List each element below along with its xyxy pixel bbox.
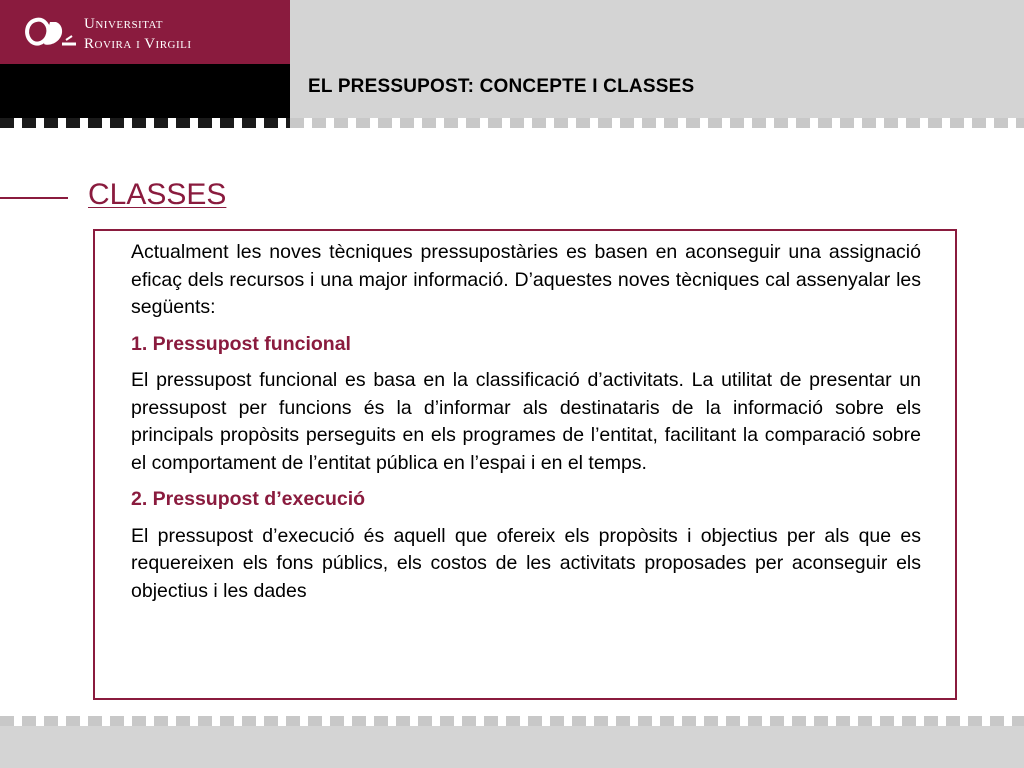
section-heading: CLASSES xyxy=(88,178,227,211)
university-name xyxy=(84,14,192,54)
content-body xyxy=(131,239,921,614)
university-name-line1: Universitat xyxy=(84,16,164,32)
university-logo-icon xyxy=(22,14,78,52)
intro-paragraph: Actualment les noves tècniques pressupostàries es basen en aconseguir una assignació eficaç dels recursos i una major informació. D’aquestes noves tècniques cal assenyalar les següents: xyxy=(131,241,921,318)
header-dotted-strip-left xyxy=(0,118,290,128)
header-gray-band xyxy=(290,0,1024,118)
header-black-band xyxy=(0,64,290,118)
university-name-line2: Rovira i Virgili xyxy=(84,36,192,52)
item-title-execution: 2. Pressupost d’execució xyxy=(131,488,366,510)
item-text-functional: El pressupost funcional es basa en la classificació d’activitats. La utilitat de presentar un pressupost per funcions és la d’informar als destinataris de la informació sobre els principals propòsits perseguits en els programes de l’entitat, facilitant la comparació sobre el comportament de l’entitat pública en l’espai i en el temps. xyxy=(131,369,921,474)
university-logo-block xyxy=(0,0,290,64)
item-title-functional: 1. Pressupost funcional xyxy=(131,332,351,355)
footer-dotted-strip xyxy=(0,716,1024,726)
header-dotted-strip-right xyxy=(290,118,1024,128)
content-box xyxy=(93,229,957,700)
page-title: EL PRESSUPOST: CONCEPTE I CLASSES xyxy=(308,76,695,97)
item-text-execution: El pressupost d’execució és aquell que ofereix els propòsits i objectius per als que es requereixen els fons públics, els costos de les activitats proposades per aconseguir els objectius i les dades xyxy=(131,524,921,602)
section-heading-rule xyxy=(0,197,68,199)
footer-gray-band xyxy=(0,726,1024,768)
